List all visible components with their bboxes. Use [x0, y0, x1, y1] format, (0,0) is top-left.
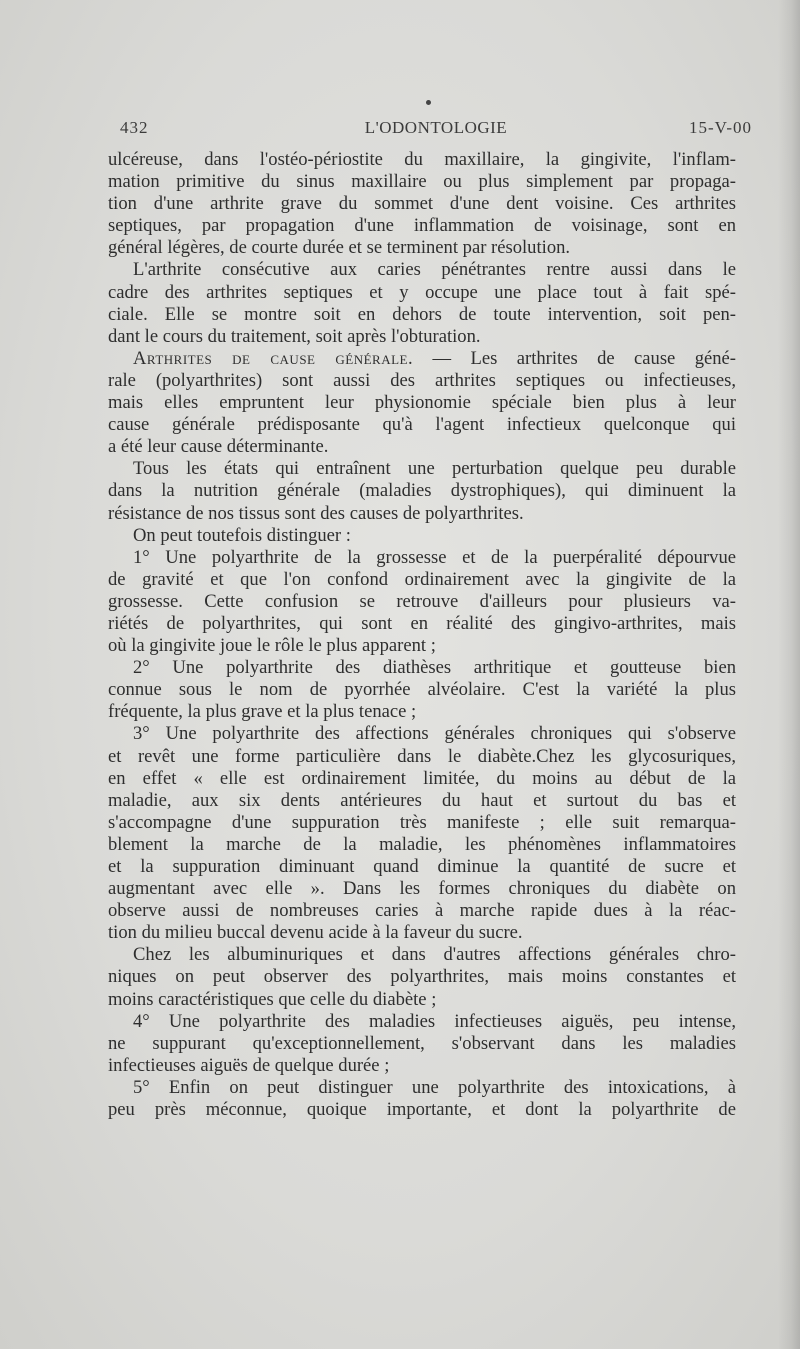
text-line: mation primitive du sinus maxillaire ou plus simplement par propaga- — [108, 171, 736, 193]
ink-dot — [426, 100, 431, 105]
body-text — [108, 149, 736, 1121]
text-line: général légères, de courte durée et se terminent par résolution. — [108, 237, 571, 259]
text-line: cadre des arthrites septiques et y occupe une place tout à fait spé- — [108, 281, 736, 303]
text-line: en effet « elle est ordinairement limitée, du moins au début de la — [108, 767, 736, 789]
list-item-line: 4° Une polyarthrite des maladies infectieuses aiguës, peu intense, — [133, 1010, 736, 1032]
text-line: niques on peut observer des polyarthrites, mais moins constantes et — [108, 966, 736, 988]
text-line: ne suppurant qu'exceptionnellement, s'observant dans les maladies — [108, 1032, 736, 1054]
list-item-line: 2° Une polyarthrite des diathèses arthritique et goutteuse bien — [133, 657, 736, 679]
text-line: L'arthrite consécutive aux caries pénétrantes rentre aussi dans le — [133, 259, 736, 281]
text-line: riétés de polyarthrites, qui sont en réalité des gingivo-arthrites, mais — [108, 612, 736, 634]
text-line: dans la nutrition générale (maladies dystrophiques), qui diminuent la — [108, 480, 736, 502]
text-line: rale (polyarthrites) sont aussi des arthrites septiques ou infectieuses, — [108, 369, 736, 391]
list-item-line: 5° Enfin on peut distinguer une polyarthrite des intoxications, à — [133, 1076, 736, 1098]
text-line: mais elles empruntent leur physionomie spéciale bien plus à leur — [108, 392, 736, 414]
text-line: tion du milieu buccal devenu acide à la faveur du sucre. — [108, 922, 523, 944]
text-line: ulcéreuse, dans l'ostéo-périostite du maxillaire, la gingivite, l'inflam- — [108, 149, 736, 170]
text-line: On peut toutefois distinguer : — [133, 524, 351, 546]
page-gutter-shadow — [778, 0, 800, 1349]
text-line: Chez les albuminuriques et dans d'autres affections générales chro- — [133, 944, 736, 966]
section-heading-line — [108, 348, 736, 370]
text-line: fréquente, la plus grave et la plus tenace ; — [108, 701, 417, 723]
running-title: L'ODONTOLOGIE — [364, 118, 508, 137]
text-line: cause générale prédisposante qu'à l'agent infectieux quelconque qui — [108, 414, 736, 436]
text-line: et la suppuration diminuant quand diminue la quantité de sucre et — [108, 856, 736, 877]
section-heading: Arthrites de cause générale. — [133, 347, 414, 369]
text-line: connue sous le nom de pyorrhée alvéolaire. C'est la variété la plus — [108, 679, 736, 701]
text-line: moins caractéristiques que celle du diabète ; — [108, 988, 437, 1010]
text-line: s'accompagne d'une suppuration très manifeste ; elle suit remarqua- — [108, 811, 736, 833]
text-line: où la gingivite joue le rôle le plus apparent ; — [108, 635, 436, 657]
text-line: septiques, par propagation d'une inflammation de voisinage, sont en — [108, 215, 736, 237]
text-line: et revêt une forme particulière dans le diabète.Chez les glycosuriques, — [108, 745, 736, 767]
text-line: ciale. Elle se montre soit en dehors de toute intervention, soit pen- — [108, 303, 736, 325]
text-line: a été leur cause déterminante. — [108, 436, 329, 458]
text-line: grossesse. Cette confusion se retrouve d'ailleurs pour plusieurs va- — [108, 590, 736, 612]
text-line: peu près méconnue, quoique importante, et dont la polyarthrite de — [108, 1099, 736, 1121]
list-item-line: 3° Une polyarthrite des affections générales chroniques qui s'observe — [133, 723, 736, 745]
text-line: augmentant avec elle ». Dans les formes chroniques du diabète on — [108, 878, 736, 900]
running-header — [120, 118, 752, 144]
text-line: tion d'une arthrite grave du sommet d'une dent voisine. Ces arthrites — [108, 193, 736, 215]
issue-date: 15-V-00 — [688, 118, 752, 137]
section-heading-continuation: — Les arthrites de cause géné- — [432, 347, 736, 369]
text-line: résistance de nos tissus sont des causes de polyarthrites. — [108, 502, 524, 524]
text-line: infectieuses aiguës de quelque durée ; — [108, 1054, 390, 1076]
text-line: Tous les états qui entraînent une perturbation quelque peu durable — [133, 458, 736, 480]
text-line: de gravité et que l'on confond ordinairement avec la gingivite de la — [108, 568, 736, 590]
text-line: observe aussi de nombreuses caries à marche rapide dues à la réac- — [108, 900, 736, 922]
list-item-line: 1° Une polyarthrite de la grossesse et de la puerpéralité dépourvue — [133, 546, 736, 568]
text-line: blement la marche de la maladie, les phénomènes inflammatoires — [108, 833, 736, 855]
page-number: 432 — [120, 118, 149, 137]
text-line: maladie, aux six dents antérieures du haut et surtout du bas et — [108, 789, 736, 811]
text-line: dant le cours du traitement, soit après l'obturation. — [108, 325, 481, 347]
